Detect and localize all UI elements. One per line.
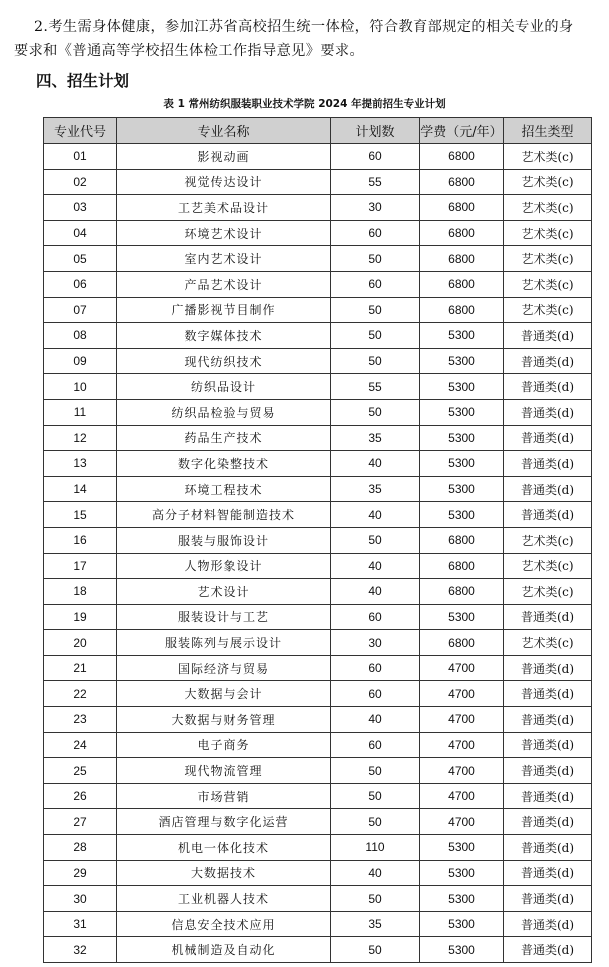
major-name-cell: 国际经济与贸易 (117, 655, 331, 681)
table-row (44, 553, 592, 579)
table-row (44, 937, 592, 963)
tuition-cell: 6800 (420, 220, 504, 246)
code-cell: 20 (44, 630, 117, 656)
major-name-cell: 信息安全技术应用 (117, 911, 331, 937)
major-name-cell: 纺织品检验与贸易 (117, 399, 331, 425)
tuition-cell: 6800 (420, 579, 504, 605)
major-name-cell: 机电一体化技术 (117, 835, 331, 861)
header-code: 专业代号 (44, 118, 117, 144)
plan-count-cell: 30 (331, 630, 420, 656)
enrollment-type-cell: 普通类(d) (504, 835, 592, 861)
plan-count-cell: 40 (331, 579, 420, 605)
code-cell: 29 (44, 860, 117, 886)
code-cell: 07 (44, 297, 117, 323)
table-row (44, 502, 592, 528)
code-cell: 17 (44, 553, 117, 579)
code-cell: 16 (44, 527, 117, 553)
plan-count-cell: 50 (331, 348, 420, 374)
code-cell: 30 (44, 886, 117, 912)
tuition-cell: 4700 (420, 758, 504, 784)
enrollment-type-cell: 普通类(d) (504, 374, 592, 400)
tuition-cell: 4700 (420, 732, 504, 758)
major-name-cell: 广播影视节目制作 (117, 297, 331, 323)
section-title: 四、招生计划 (36, 72, 130, 90)
enrollment-type-cell: 艺术类(c) (504, 630, 592, 656)
plan-count-cell: 40 (331, 502, 420, 528)
major-name-cell: 视觉传达设计 (117, 169, 331, 195)
table-body (44, 144, 592, 963)
tuition-cell: 4700 (420, 655, 504, 681)
major-name-cell: 现代纺织技术 (117, 348, 331, 374)
tuition-cell: 4700 (420, 707, 504, 733)
code-cell: 06 (44, 271, 117, 297)
plan-count-cell: 50 (331, 246, 420, 272)
tuition-cell: 5300 (420, 374, 504, 400)
enrollment-type-cell: 艺术类(c) (504, 271, 592, 297)
tuition-cell: 6800 (420, 246, 504, 272)
code-cell: 10 (44, 374, 117, 400)
table-caption: 表 1 常州纺织服装职业技术学院 2024 年提前招生专业计划 (163, 98, 446, 110)
enrollment-type-cell: 普通类(d) (504, 476, 592, 502)
plan-count-cell: 60 (331, 604, 420, 630)
code-cell: 32 (44, 937, 117, 963)
code-cell: 23 (44, 707, 117, 733)
tuition-cell: 4700 (420, 681, 504, 707)
plan-count-cell: 50 (331, 297, 420, 323)
major-name-cell: 电子商务 (117, 732, 331, 758)
table-row (44, 271, 592, 297)
enrollment-type-cell: 普通类(d) (504, 502, 592, 528)
major-name-cell: 工业机器人技术 (117, 886, 331, 912)
plan-count-cell: 50 (331, 886, 420, 912)
major-name-cell: 人物形象设计 (117, 553, 331, 579)
major-name-cell: 纺织品设计 (117, 374, 331, 400)
code-cell: 26 (44, 783, 117, 809)
major-name-cell: 产品艺术设计 (117, 271, 331, 297)
intro-line-1: 2.考生需身体健康，参加江苏省高校招生统一体检，符合教育部规定的相关专业的身 (34, 19, 574, 35)
plan-count-cell: 60 (331, 144, 420, 170)
table-row (44, 604, 592, 630)
table-header-row (44, 118, 592, 144)
tuition-cell: 5300 (420, 604, 504, 630)
table-row (44, 886, 592, 912)
enrollment-type-cell: 艺术类(c) (504, 220, 592, 246)
code-cell: 11 (44, 399, 117, 425)
plan-count-cell: 50 (331, 758, 420, 784)
table-row (44, 323, 592, 349)
code-cell: 01 (44, 144, 117, 170)
plan-count-cell: 50 (331, 399, 420, 425)
plan-count-cell: 50 (331, 809, 420, 835)
plan-count-cell: 40 (331, 860, 420, 886)
code-cell: 24 (44, 732, 117, 758)
plan-count-cell: 50 (331, 527, 420, 553)
table-row (44, 911, 592, 937)
major-name-cell: 环境工程技术 (117, 476, 331, 502)
tuition-cell: 5300 (420, 911, 504, 937)
enrollment-type-cell: 艺术类(c) (504, 297, 592, 323)
tuition-cell: 6800 (420, 297, 504, 323)
tuition-cell: 5300 (420, 348, 504, 374)
tuition-cell: 6800 (420, 169, 504, 195)
major-name-cell: 市场营销 (117, 783, 331, 809)
table-row (44, 655, 592, 681)
tuition-cell: 5300 (420, 886, 504, 912)
plan-count-cell: 35 (331, 911, 420, 937)
tuition-cell: 5300 (420, 323, 504, 349)
table-row (44, 809, 592, 835)
plan-count-cell: 40 (331, 553, 420, 579)
enrollment-type-cell: 艺术类(c) (504, 195, 592, 221)
tuition-cell: 6800 (420, 553, 504, 579)
major-name-cell: 大数据与财务管理 (117, 707, 331, 733)
enrollment-type-cell: 艺术类(c) (504, 246, 592, 272)
enrollment-type-cell: 艺术类(c) (504, 553, 592, 579)
enrollment-type-cell: 艺术类(c) (504, 144, 592, 170)
header-enrollment-type: 招生类型 (504, 118, 592, 144)
enrollment-type-cell: 普通类(d) (504, 348, 592, 374)
enrollment-type-cell: 普通类(d) (504, 886, 592, 912)
tuition-cell: 5300 (420, 502, 504, 528)
header-plan-count: 计划数 (331, 118, 420, 144)
enrollment-type-cell: 普通类(d) (504, 681, 592, 707)
enrollment-type-cell: 艺术类(c) (504, 527, 592, 553)
code-cell: 18 (44, 579, 117, 605)
code-cell: 21 (44, 655, 117, 681)
enrollment-type-cell: 普通类(d) (504, 732, 592, 758)
plan-count-cell: 40 (331, 451, 420, 477)
enrollment-type-cell: 普通类(d) (504, 809, 592, 835)
enrollment-type-cell: 普通类(d) (504, 604, 592, 630)
code-cell: 27 (44, 809, 117, 835)
tuition-cell: 5300 (420, 425, 504, 451)
table-row (44, 195, 592, 221)
code-cell: 15 (44, 502, 117, 528)
major-name-cell: 环境艺术设计 (117, 220, 331, 246)
code-cell: 28 (44, 835, 117, 861)
plan-count-cell: 55 (331, 169, 420, 195)
code-cell: 09 (44, 348, 117, 374)
code-cell: 12 (44, 425, 117, 451)
table-row (44, 451, 592, 477)
table-row (44, 374, 592, 400)
major-name-cell: 大数据技术 (117, 860, 331, 886)
code-cell: 05 (44, 246, 117, 272)
plan-count-cell: 60 (331, 732, 420, 758)
plan-count-cell: 60 (331, 220, 420, 246)
major-name-cell: 现代物流管理 (117, 758, 331, 784)
code-cell: 19 (44, 604, 117, 630)
table-row (44, 681, 592, 707)
table-row (44, 758, 592, 784)
header-tuition: 学费（元/年） (420, 118, 504, 144)
code-cell: 08 (44, 323, 117, 349)
code-cell: 25 (44, 758, 117, 784)
header-major-name: 专业名称 (117, 118, 331, 144)
plan-count-cell: 60 (331, 655, 420, 681)
plan-count-cell: 50 (331, 937, 420, 963)
table-row (44, 425, 592, 451)
table-row (44, 348, 592, 374)
plan-count-cell: 110 (331, 835, 420, 861)
enrollment-type-cell: 普通类(d) (504, 707, 592, 733)
major-name-cell: 工艺美术品设计 (117, 195, 331, 221)
code-cell: 31 (44, 911, 117, 937)
table-row (44, 220, 592, 246)
major-name-cell: 大数据与会计 (117, 681, 331, 707)
table-row (44, 630, 592, 656)
plan-count-cell: 60 (331, 271, 420, 297)
code-cell: 04 (44, 220, 117, 246)
table-row (44, 399, 592, 425)
enrollment-type-cell: 普通类(d) (504, 425, 592, 451)
plan-count-cell: 60 (331, 681, 420, 707)
major-name-cell: 室内艺术设计 (117, 246, 331, 272)
major-name-cell: 药品生产技术 (117, 425, 331, 451)
enrollment-type-cell: 普通类(d) (504, 758, 592, 784)
tuition-cell: 5300 (420, 399, 504, 425)
tuition-cell: 5300 (420, 835, 504, 861)
tuition-cell: 4700 (420, 809, 504, 835)
table-row (44, 527, 592, 553)
intro-line-2: 要求和《普通高等学校招生体检工作指导意见》要求。 (14, 43, 365, 59)
plan-count-cell: 40 (331, 707, 420, 733)
table-row (44, 297, 592, 323)
plan-count-cell: 50 (331, 783, 420, 809)
major-name-cell: 服装与服饰设计 (117, 527, 331, 553)
plan-count-cell: 35 (331, 476, 420, 502)
plan-count-cell: 55 (331, 374, 420, 400)
code-cell: 22 (44, 681, 117, 707)
table-row (44, 707, 592, 733)
enrollment-type-cell: 艺术类(c) (504, 579, 592, 605)
tuition-cell: 4700 (420, 783, 504, 809)
code-cell: 14 (44, 476, 117, 502)
table-row (44, 732, 592, 758)
table-row (44, 476, 592, 502)
plan-count-cell: 30 (331, 195, 420, 221)
table-row (44, 246, 592, 272)
code-cell: 13 (44, 451, 117, 477)
tuition-cell: 5300 (420, 476, 504, 502)
major-name-cell: 艺术设计 (117, 579, 331, 605)
tuition-cell: 6800 (420, 527, 504, 553)
table-row (44, 144, 592, 170)
enrollment-type-cell: 普通类(d) (504, 399, 592, 425)
table-row (44, 579, 592, 605)
major-name-cell: 服装设计与工艺 (117, 604, 331, 630)
plan-count-cell: 50 (331, 323, 420, 349)
enrollment-type-cell: 普通类(d) (504, 451, 592, 477)
tuition-cell: 5300 (420, 937, 504, 963)
tuition-cell: 6800 (420, 195, 504, 221)
table-row (44, 835, 592, 861)
tuition-cell: 6800 (420, 630, 504, 656)
table-row (44, 860, 592, 886)
enrollment-type-cell: 普通类(d) (504, 937, 592, 963)
enrollment-type-cell: 普通类(d) (504, 323, 592, 349)
code-cell: 03 (44, 195, 117, 221)
major-name-cell: 数字化染整技术 (117, 451, 331, 477)
enrollment-type-cell: 普通类(d) (504, 911, 592, 937)
tuition-cell: 6800 (420, 271, 504, 297)
major-name-cell: 数字媒体技术 (117, 323, 331, 349)
tuition-cell: 5300 (420, 860, 504, 886)
enrollment-plan-table (43, 117, 592, 963)
enrollment-type-cell: 普通类(d) (504, 783, 592, 809)
tuition-cell: 6800 (420, 144, 504, 170)
tuition-cell: 5300 (420, 451, 504, 477)
major-name-cell: 机械制造及自动化 (117, 937, 331, 963)
major-name-cell: 酒店管理与数字化运营 (117, 809, 331, 835)
major-name-cell: 服装陈列与展示设计 (117, 630, 331, 656)
major-name-cell: 影视动画 (117, 144, 331, 170)
enrollment-type-cell: 艺术类(c) (504, 169, 592, 195)
table-row (44, 783, 592, 809)
plan-count-cell: 35 (331, 425, 420, 451)
major-name-cell: 高分子材料智能制造技术 (117, 502, 331, 528)
enrollment-type-cell: 普通类(d) (504, 860, 592, 886)
enrollment-type-cell: 普通类(d) (504, 655, 592, 681)
table-row (44, 169, 592, 195)
code-cell: 02 (44, 169, 117, 195)
